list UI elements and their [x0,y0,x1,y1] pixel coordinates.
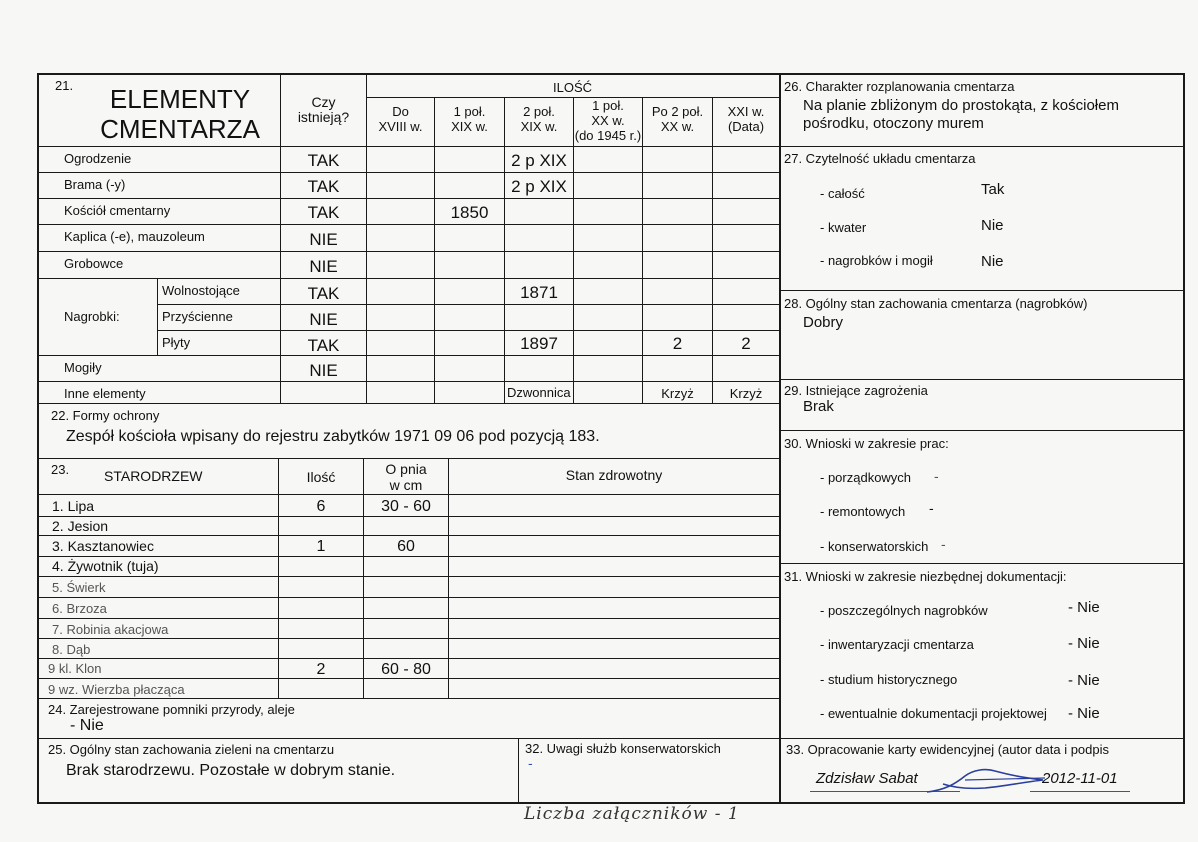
row-nagrobki-label: Nagrobki: [64,309,120,324]
tree-row-8: 8. Dąb [52,642,91,657]
starodrzew-header: STARODRZEW [104,468,203,484]
obwod-l2: w cm [389,477,423,493]
tree-3-obwod: 60 [397,538,415,555]
section-26-value-line-2: pośrodku, otoczony murem [803,115,984,132]
s30-remontowych-label: - remontowych [820,504,906,519]
row-ogrodzenie-czy: TAK [307,151,340,170]
s31-studium-label: - studium historycznego [820,672,958,687]
row-plyty-c5: 2 [672,334,683,353]
row-wolnostojace-label: Wolnostojące [162,283,240,298]
s30-konserwatorskich-value: - [941,536,946,552]
tree-row-6: 6. Brzoza [52,601,107,616]
section-28-value: Dobry [803,314,844,331]
title-line-1: ELEMENTY [109,84,251,114]
tree-row-2: 2. Jesion [52,518,109,534]
row-plyty-c6: 2 [741,334,751,353]
section-22-value: Zespół kościoła wpisany do rejestru zabytków 1971 09 06 pod pozycją 183. [66,428,600,445]
section-32-value: - [528,755,533,771]
obwod-l1: O pnia [385,461,427,477]
col4-l2: XX w. [591,113,625,128]
s30-porzadkowych-label: - porządkowych [820,470,912,485]
section-26-label: 26. Charakter rozplanowania cmentarza [784,79,1015,94]
s31-inwentaryzacji-value: - Nie [1068,635,1100,652]
section-29-value: Brak [803,398,834,415]
s33-author: Zdzisław Sabat [816,770,918,787]
col-header-po-2pol-xx [643,104,712,134]
row-brama-c3: 2 p XIX [511,177,567,196]
tree-row-7: 7. Robinia akacjowa [52,622,169,637]
s27-calosc-label: - całość [820,186,865,201]
row-brama-label: Brama (-y) [64,177,126,192]
s27-nagrobkow-label: - nagrobków i mogił [820,253,933,268]
row-plyty-czy: TAK [307,336,340,355]
section-29-label: 29. Istniejące zagrożenia [784,383,928,398]
col-header-1pol-xix [435,104,504,134]
row-brama-czy: TAK [307,177,340,196]
signature-icon [925,762,1055,802]
tree-1-obwod: 30 - 60 [381,498,431,515]
row-grobowce-czy: NIE [309,257,338,276]
section-26-value-line-1: Na planie zbliżonym do prostokąta, z kościołem [803,97,1119,114]
row-plyty-c3: 1897 [520,334,558,353]
tree-row-5: 5. Świerk [52,580,106,595]
row-mogily-label: Mogiły [64,360,102,375]
title-line-2: CMENTARZA [100,114,260,144]
row-kosciol-czy: TAK [307,203,340,222]
row-kosciol-label: Kościół cmentarny [64,203,171,218]
section-24-label: 24. Zarejestrowane pomniki przyrody, aleje [48,702,295,717]
s27-kwater-value: Nie [981,217,1004,234]
tree-1-ilosc: 6 [316,498,326,515]
tree-row-9wz: 9 wz. Wierzba płacząca [48,682,185,697]
row-inne-c5: Krzyż [661,386,694,401]
section-30-label: 30. Wnioski w zakresie prac: [784,436,949,451]
col4-l1: 1 poł. [592,98,624,113]
section-27-label: 27. Czytelność układu cmentarza [784,151,976,166]
stan-zdrowotny-header: Stan zdrowotny [565,467,663,483]
tree-row-1: 1. Lipa [52,498,95,514]
row-kaplica-czy: NIE [309,230,338,249]
czy-istnieja-header [281,95,366,125]
elementy-cmentarza-title [80,84,280,144]
s27-nagrobkow-value: Nie [981,253,1004,270]
row-ogrodzenie-c3: 2 p XIX [511,151,567,170]
row-przyscienne-czy: NIE [309,310,338,329]
section-25-value: Brak starodrzewu. Pozostałe w dobrym stanie. [66,762,396,779]
col2-l1: 1 poł. [453,104,486,119]
s30-konserwatorskich-label: - konserwatorskich [820,539,929,554]
section-25-label: 25. Ogólny stan zachowania zieleni na cmentarzu [48,742,335,757]
footer-attachments-note: Liczba załączników - 1 [524,804,740,824]
row-inne-c6: Krzyż [729,386,763,401]
s31-projektowej-label: - ewentualnie dokumentacji projektowej [820,706,1047,721]
s31-projektowej-value: - Nie [1068,705,1100,722]
row-inne-c3: Dzwonnica [507,385,571,400]
col-header-1pol-xx [574,98,642,143]
s27-kwater-label: - kwater [820,220,867,235]
s31-nagrobkow-label: - poszczególnych nagrobków [820,603,988,618]
czy-line-2: istnieją? [297,109,350,125]
section-21-number: 21. [55,78,74,93]
col5-l2: XX w. [660,119,695,134]
starodrzew-ilosc-header: Ilość [306,469,336,485]
col3-l2: XIX w. [520,119,558,134]
s33-date: 2012-11-01 [1042,770,1118,787]
row-grobowce-label: Grobowce [64,256,124,271]
tree-3-ilosc: 1 [316,538,326,555]
col1-l2: XVIII w. [378,119,423,134]
col-header-do-xviii [367,104,434,134]
section-28-label: 28. Ogólny stan zachowania cmentarza (nagrobków) [784,296,1088,311]
tree-row-4: 4. Żywotnik (tuja) [52,558,159,574]
row-kosciol-c2: 1850 [450,203,489,222]
row-inne-label: Inne elementy [64,386,146,401]
col6-l1: XXI w. [727,104,765,119]
section-31-label: 31. Wnioski w zakresie niezbędnej dokumentacji: [784,569,1067,584]
col1-l1: Do [392,104,409,119]
row-ogrodzenie-label: Ogrodzenie [64,151,132,166]
s31-studium-value: - Nie [1068,672,1100,689]
section-33-label: 33. Opracowanie karty ewidencyjnej (autor data i podpis [786,742,1110,757]
row-wolnostojace-c3: 1871 [520,283,558,302]
section-22-label: 22. Formy ochrony [51,408,160,423]
czy-line-1: Czy [311,94,336,110]
row-przyscienne-label: Przyścienne [162,309,233,324]
col-header-2pol-xix [505,104,573,134]
s30-porzadkowych-value: - [934,468,939,484]
tree-9kl-ilosc: 2 [316,661,326,678]
col4-l3: (do 1945 r.) [574,128,642,143]
row-kaplica-label: Kaplica (-e), mauzoleum [64,229,205,244]
obwod-pnia-header [364,461,448,493]
section-32-label: 32. Uwagi służb konserwatorskich [525,741,721,756]
s31-nagrobkow-value: - Nie [1068,599,1100,616]
col-header-xxi [713,104,779,134]
s31-inwentaryzacji-label: - inwentaryzacji cmentarza [820,637,974,652]
col6-l2: (Data) [727,119,765,134]
col2-l2: XIX w. [451,119,488,134]
tree-row-3: 3. Kasztanowiec [52,538,154,554]
section-23-number: 23. [51,462,70,477]
ilosc-header: ILOŚĆ [552,80,592,95]
section-24-value: - Nie [70,717,104,734]
tree-9kl-obwod: 60 - 80 [381,661,431,678]
row-mogily-czy: NIE [309,361,338,380]
tree-row-9kl: 9 kl. Klon [48,661,102,676]
s27-calosc-value: Tak [981,181,1005,198]
col5-l1: Po 2 poł. [651,104,704,119]
row-plyty-label: Płyty [162,335,191,350]
col3-l1: 2 poł. [523,104,555,119]
row-wolnostojace-czy: TAK [307,284,340,303]
s30-remontowych-value: - [929,500,934,516]
